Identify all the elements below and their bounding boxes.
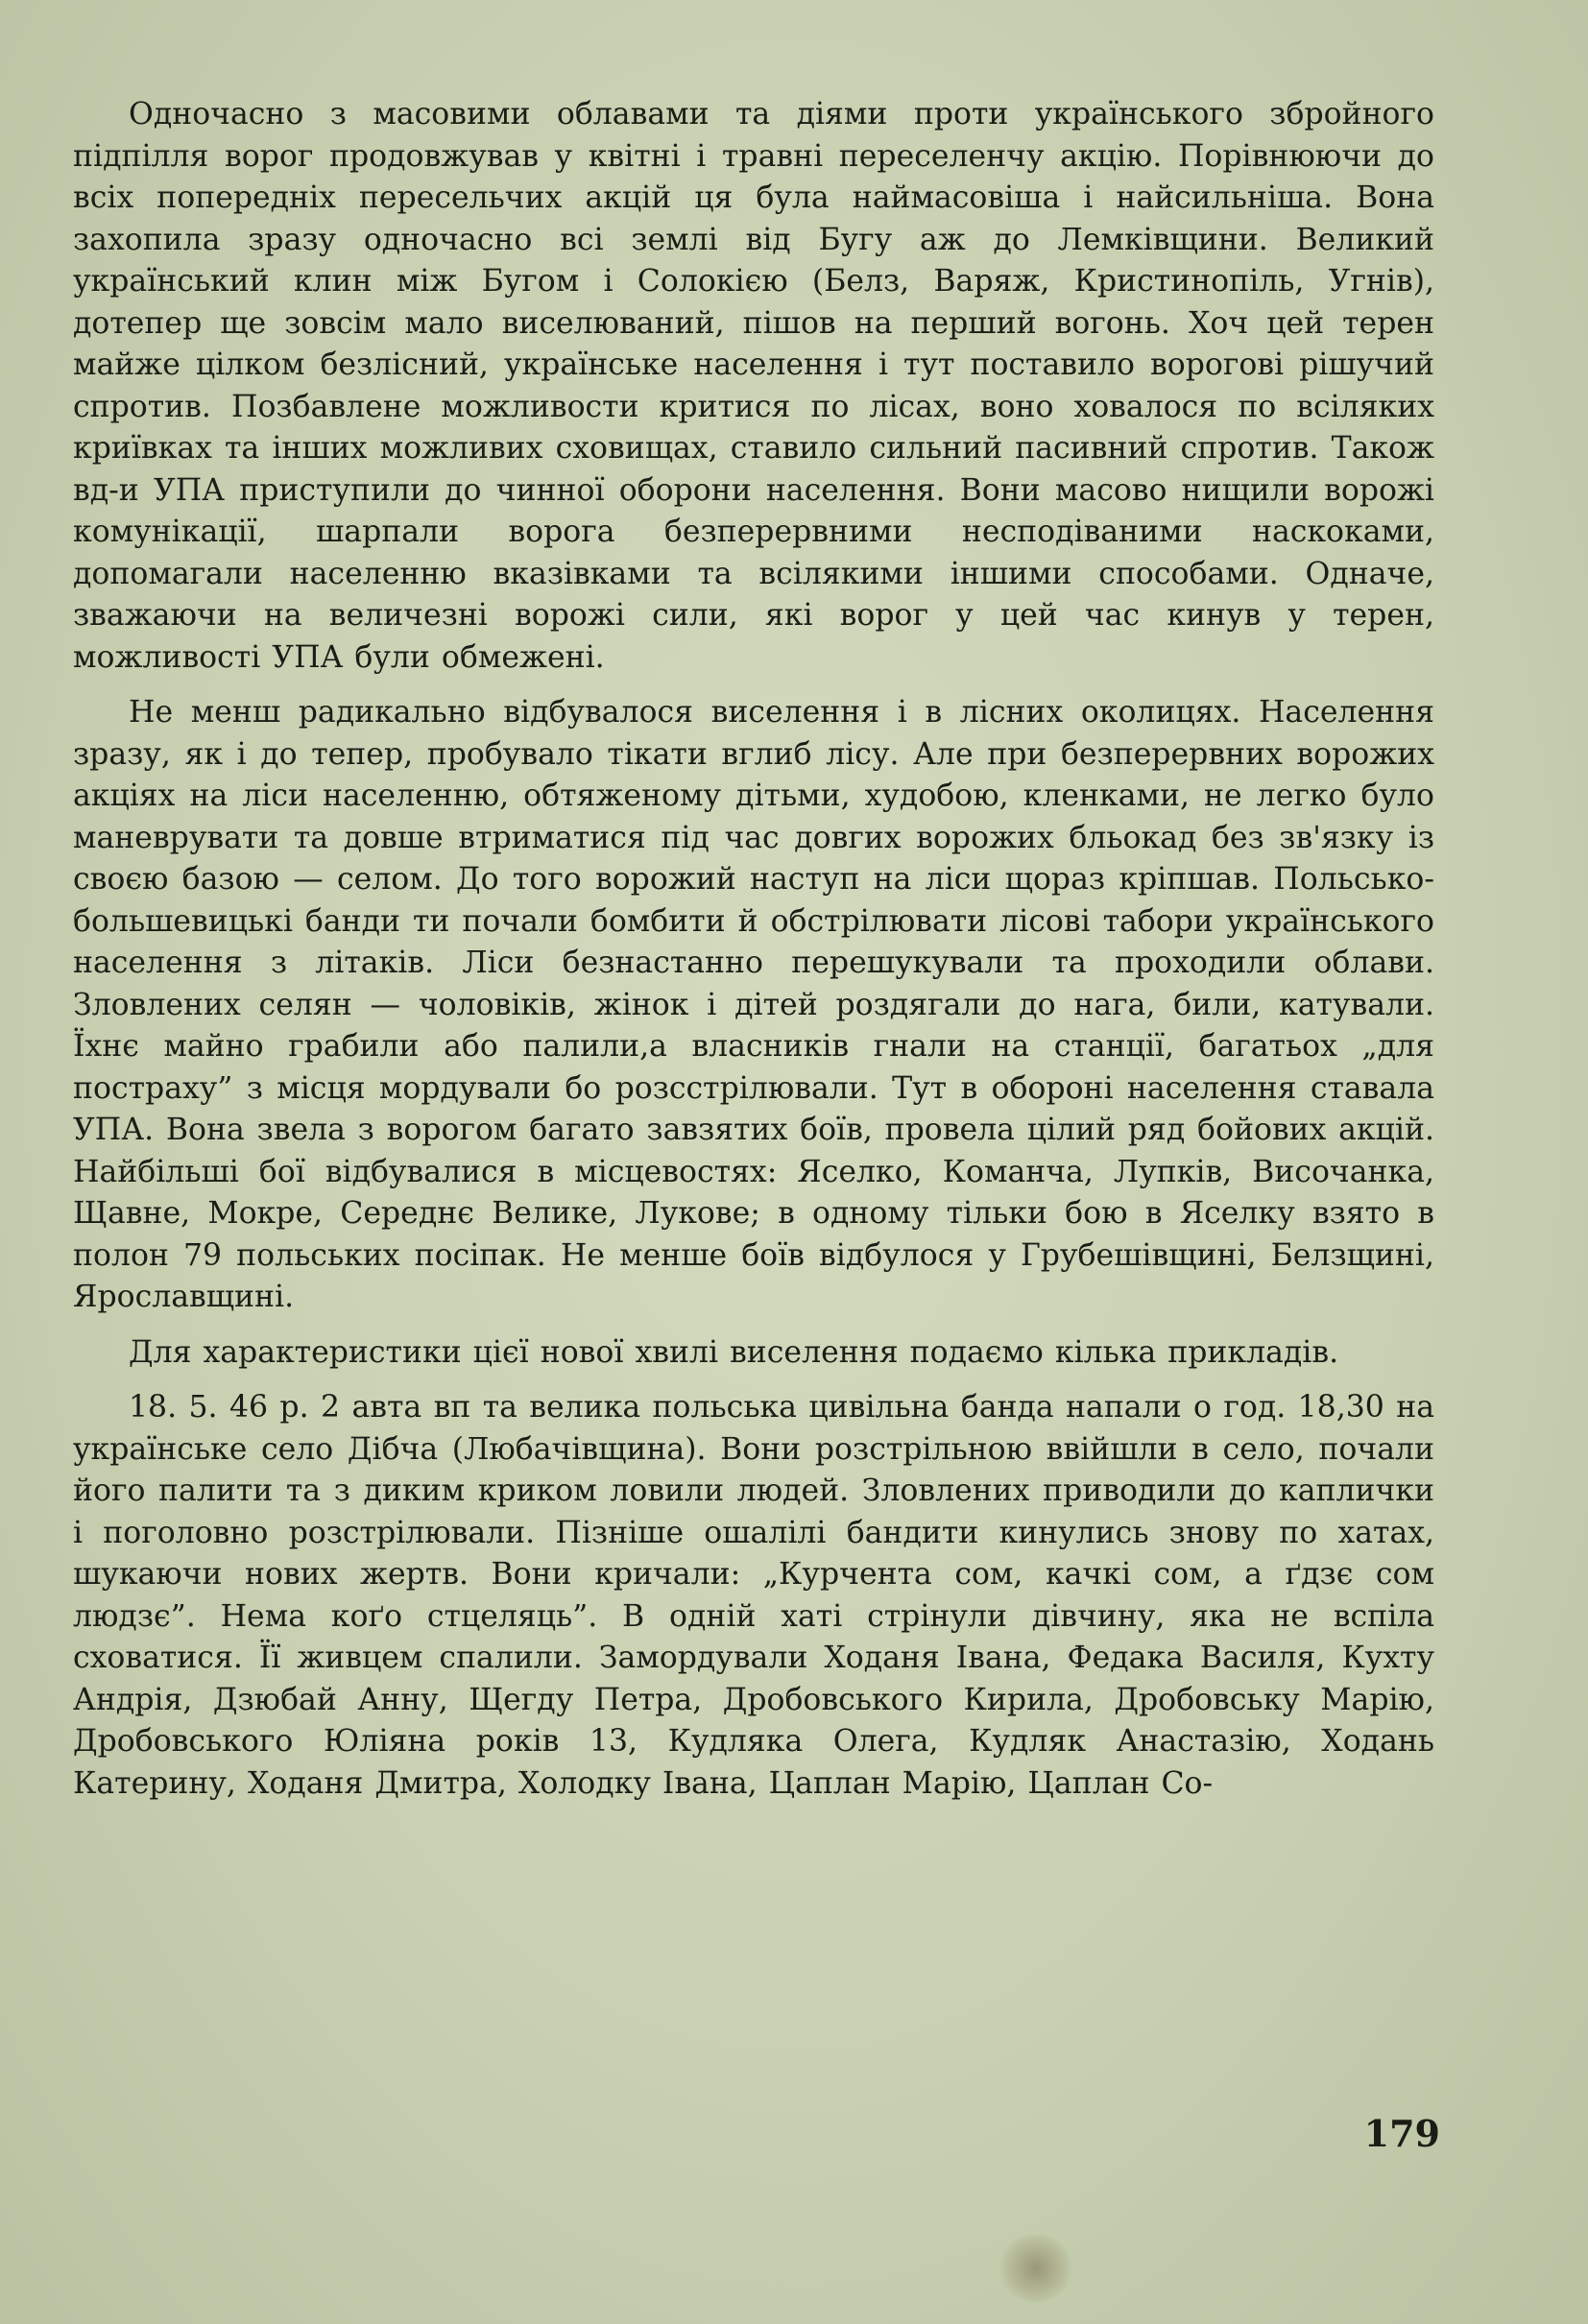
- paragraph-2: Не менш радикально відбувалося виселення і в лісних околицях. Населення зразу, як і до тепер, пробувало тікати вглиб лісу. Але при безперервних ворожих акціях на ліси населенню, обтяженому дітьми, худобою, кленками, не легко було маневрувати та довше втриматися під час довгих ворожих бльокад без зв'язку із своєю базою — селом. До того ворожий наступ на ліси щораз кріпшав. Польсько-большевицькі банди ти почали бомбити й обстрілювати лісові табори українського населення з літаків. Ліси безнастанно перешукували та проходили облави. Зловлених селян — чоловіків, жінок і дітей роздягали до нага, били, катували. Їхнє майно грабили або палили,а власників гнали на станції, багатьох „для постраху” з місця мордували бо розсстрілювали. Тут в обороні населення ставала УПА. Вона звела з ворогом багато завзятих боїв, провела цілий ряд бойових акцій. Найбільші бої відбувалися в місцевостях: Яселко, Команча, Лупків, Височанка, Щавне, Мокре, Середнє Велике, Лукове; в одному тільки бою в Яселку взято в полон 79 польських посіпак. Не менше боїв відбулося у Грубешівщині, Белзщині, Ярославщині.: [73, 695, 1434, 1314]
- body-text: [73, 94, 1434, 1818]
- paragraph-1: Одночасно з масовими облавами та діями проти українського збройного підпілля ворог продовжував у квітні і травні переселенчу акцію. Порівнюючи до всіх попередніх пересельчих акцій ця була наймасовіша і найсильніша. Вона захопила зразу одночасно всі землі від Бугу аж до Лемківщини. Великий український клин між Бугом і Солокією (Белз, Варяж, Кристинопіль, Угнів), дотепер ще зовсім мало виселюваний, пішов на перший вогонь. Хоч цей терен майже цілком безлісний, українське населення і тут поставило ворогові рішучий спротив. Позбавлене можливости критися по лісах, воно ховалося по всіляких криївках та інших можливих сховищах, ставило сильний пасивний спротив. Також вд-и УПА приступили до чинної оборони населення. Вони масово нищили ворожі комунікації, шарпали ворога безперервними несподіваними наскоками, допомагали населенню вказівками та всілякими іншими способами. Одначе, зважаючи на величезні ворожі сили, які ворог у цей час кинув у терен, можливості УПА були обмежені.: [73, 97, 1434, 675]
- paragraph-4: 18. 5. 46 р. 2 авта вп та велика польська цивільна банда напали о год. 18,30 на українське село Дібча (Любачівщина). Вони розстрільною ввійшли в село, почали його палити та з диким криком ловили людей. Зловлених приводили до каплички і поголовно розстрілювали. Пізніше ошалілі бандити кинулись знову по хатах, шукаючи нових жертв. Вони кричали: „Курчента сом, качкі сом, а ґдзє сом людзє”. Нема коґо стцеляць”. В одній хаті стрінули дівчину, яка не вспіла сховатися. Її живцем спалили. Замордували Ходаня Івана, Федака Василя, Кухту Андрія, Дзюбай Анну, Щегду Петра, Дробовського Кирила, Дробовську Марію, Дробовського Юліяна років 13, Кудляка Олега, Кудляк Анастазію, Ходань Катерину, Ходаня Дмитра, Холодку Івана, Цаплан Марію, Цаплан Со-: [73, 1390, 1434, 1801]
- page-number: 179: [1363, 2112, 1440, 2155]
- paragraph-3: Для характеристики цієї нової хвилі виселення подаємо кілька прикладів.: [129, 1334, 1339, 1370]
- paper-stain: [999, 2235, 1073, 2302]
